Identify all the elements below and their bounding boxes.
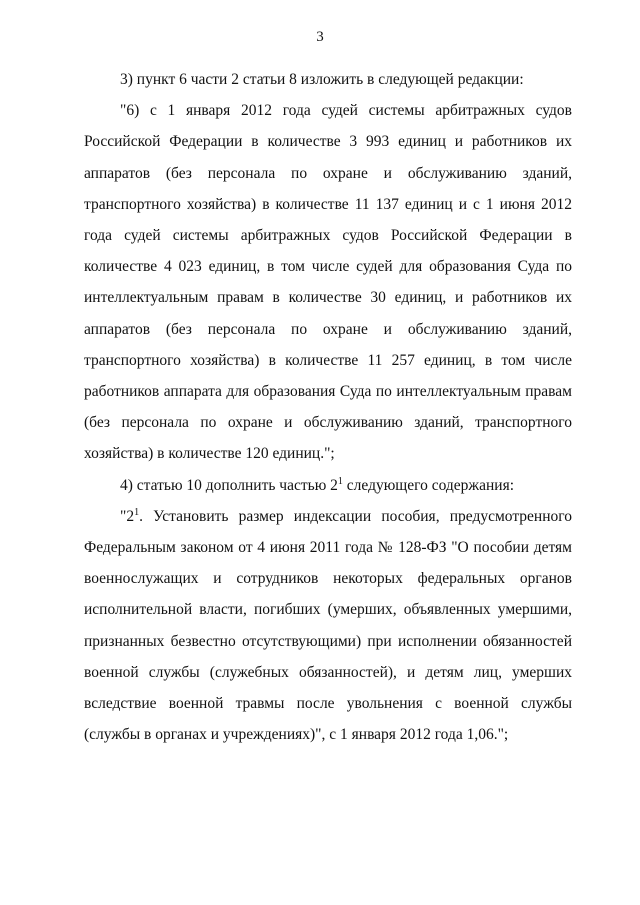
item-3-intro: 3) пункт 6 части 2 статьи 8 изложить в следующей редакции: [120,71,524,88]
item-4-intro-superscript: 1 [337,475,343,487]
item-4-text-superscript: 1 [134,506,140,518]
item-4-intro-before: 4) статью 10 дополнить частью 2 [120,476,338,494]
document-body [84,64,572,750]
item-4-text-body: . Установить размер индексации пособия, предусмотренного Федеральным законом от 4 июня 2011 года № 128-ФЗ "О пособии детям военнослужащих и сотрудников некоторых федеральных органов исполнительной власти, погибших (умерших, объявленных умершими, признанных безвестно отсутствующими) при исполнении обязанностей военной службы (служебных обязанностей), и детям лиц, умерших вследствие военной травмы после увольнения с военной службы (службы в органах и учреждениях)", с 1 января 2012 года 1,06."; [84,507,572,744]
item-4-text [84,501,572,751]
item-4-text-prefix: "2 [120,507,135,525]
item-4-intro [84,470,572,501]
page-number: 3 [316,29,324,45]
item-4-intro-after: следующего содержания: [342,476,515,494]
item-3-text: "6) с 1 января 2012 года судей системы арбитражных судов Российской Федерации в количестве 3 993 единиц и работников их аппаратов (без персонала по охране и обслуживанию зданий, транспортного хозяйства) в количестве 11 137 единиц и с 1 июня 2012 года судей системы арбитражных судов Российской Федерации в количестве 4 023 единиц, в том числе судей для образования Суда по интеллектуальным правам в количестве 30 единиц, и работников их аппаратов (без персонала по охране и обслуживанию зданий, транспортного хозяйства) в количестве 11 257 единиц, в том числе работников аппарата для образования Суда по интеллектуальным правам (без персонала по охране и обслуживанию зданий, транспортного хозяйства) в количестве 120 единиц."; [84,102,572,463]
